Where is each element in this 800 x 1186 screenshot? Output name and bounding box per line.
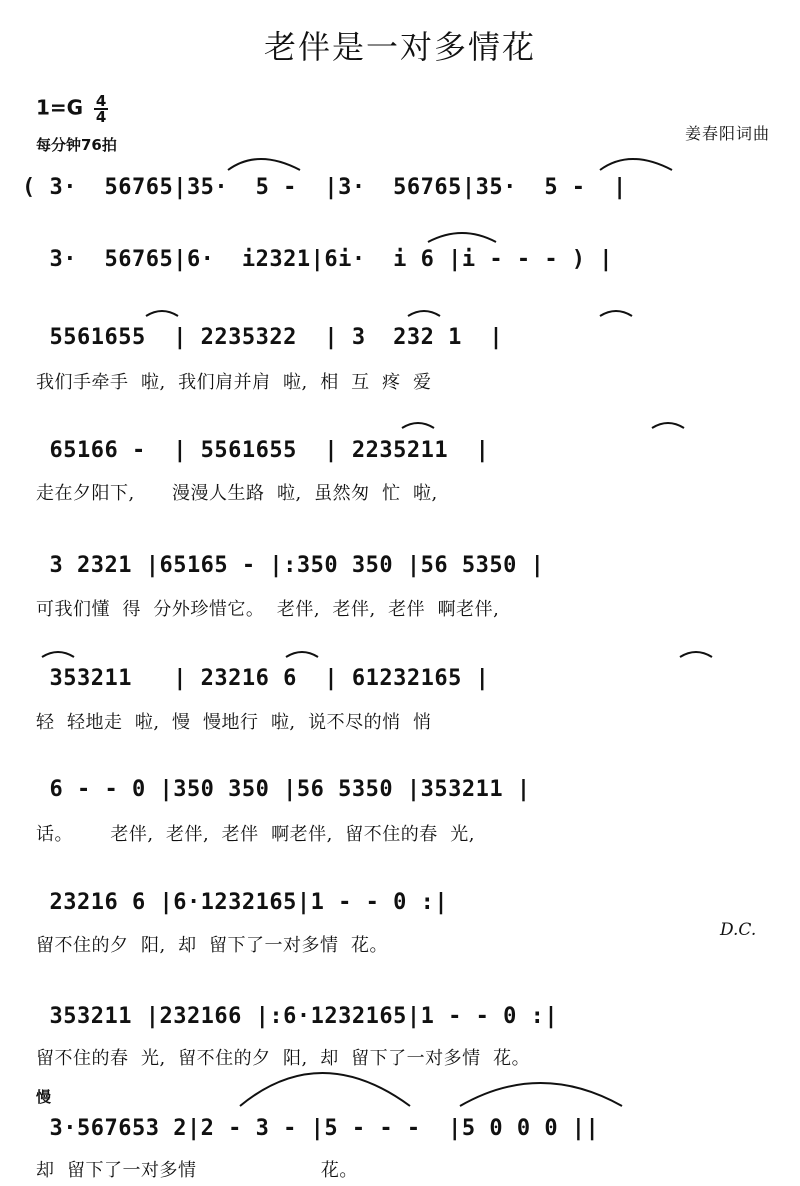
lyric-line-10: 却 留下了一对多情 花。 [36,1160,358,1181]
composer-credit: 姜春阳词曲 [684,124,770,143]
notation-line-4: 65166 - | 5561655 | 2235211 | [22,438,490,463]
slur-4 [146,311,178,316]
notation-line-9: 353211 |232166 |:6·1232165|1 - - 0 :| [22,1004,559,1029]
slur-5 [408,311,440,316]
key-signature [36,94,108,124]
da-capo-mark: D.C. [720,920,757,940]
notation-line-6: 353211 | 23216 6 | 61232165 | [22,666,490,691]
slow-marking: 慢 [36,1088,52,1106]
lyric-line-9: 留不住的春 光, 留不住的夕 阳, 却 留下了一对多情 花。 [36,1048,531,1069]
slur-8 [652,423,684,428]
lyric-line-5: 可我们懂 得 分外珍惜它。 老伴, 老伴, 老伴 啊老伴, [36,599,500,620]
notation-line-8: 23216 6 |6·1232165|1 - - 0 :| [22,890,449,915]
time-top: 4 [95,92,107,110]
slur-12 [240,1073,410,1106]
lyric-line-7: 话。 老伴, 老伴, 老伴 啊老伴, 留不住的春 光, [36,824,475,845]
song-title: 老伴是一对多情花 [263,28,536,66]
time-signature [94,94,108,124]
slur-13 [460,1083,622,1106]
lyric-line-4: 走在夕阳下, 漫漫人生路 啦, 虽然匆 忙 啦, [36,483,438,504]
slur-11 [680,652,712,657]
lyric-line-8: 留不住的夕 阳, 却 留下了一对多情 花。 [36,935,388,956]
lyric-line-3: 我们手牵手 啦, 我们肩并肩 啦, 相 互 疼 爱 [36,372,432,393]
notation-line-1: ( 3· 56765|35· 5 - |3· 56765|35· 5 - | [22,175,627,200]
tempo-marking: 每分钟76拍 [36,136,117,154]
time-bottom: 4 [95,108,107,126]
notation-line-10: 3·567653 2|2 - 3 - |5 - - - |5 0 0 0 || [22,1116,600,1141]
lyric-line-6: 轻 轻地走 啦, 慢 慢地行 啦, 说不尽的悄 悄 [36,712,432,733]
slur-9 [42,652,74,657]
slur-6 [600,311,632,316]
slur-2 [600,159,672,170]
notation-line-7: 6 - - 0 |350 350 |56 5350 |353211 | [22,777,531,802]
notation-line-3: 5561655 | 2235322 | 3 232 1 | [22,325,504,350]
slur-1 [228,159,300,170]
notation-line-5: 3 2321 |65165 - |:350 350 |56 5350 | [22,553,545,578]
slur-3 [428,233,496,242]
slur-7 [402,423,434,428]
slur-10 [286,652,318,657]
key-text: 1=G [36,95,84,120]
notation-line-2: 3· 56765|6· i2321|6i· i 6 |i - - - ) | [22,247,614,272]
